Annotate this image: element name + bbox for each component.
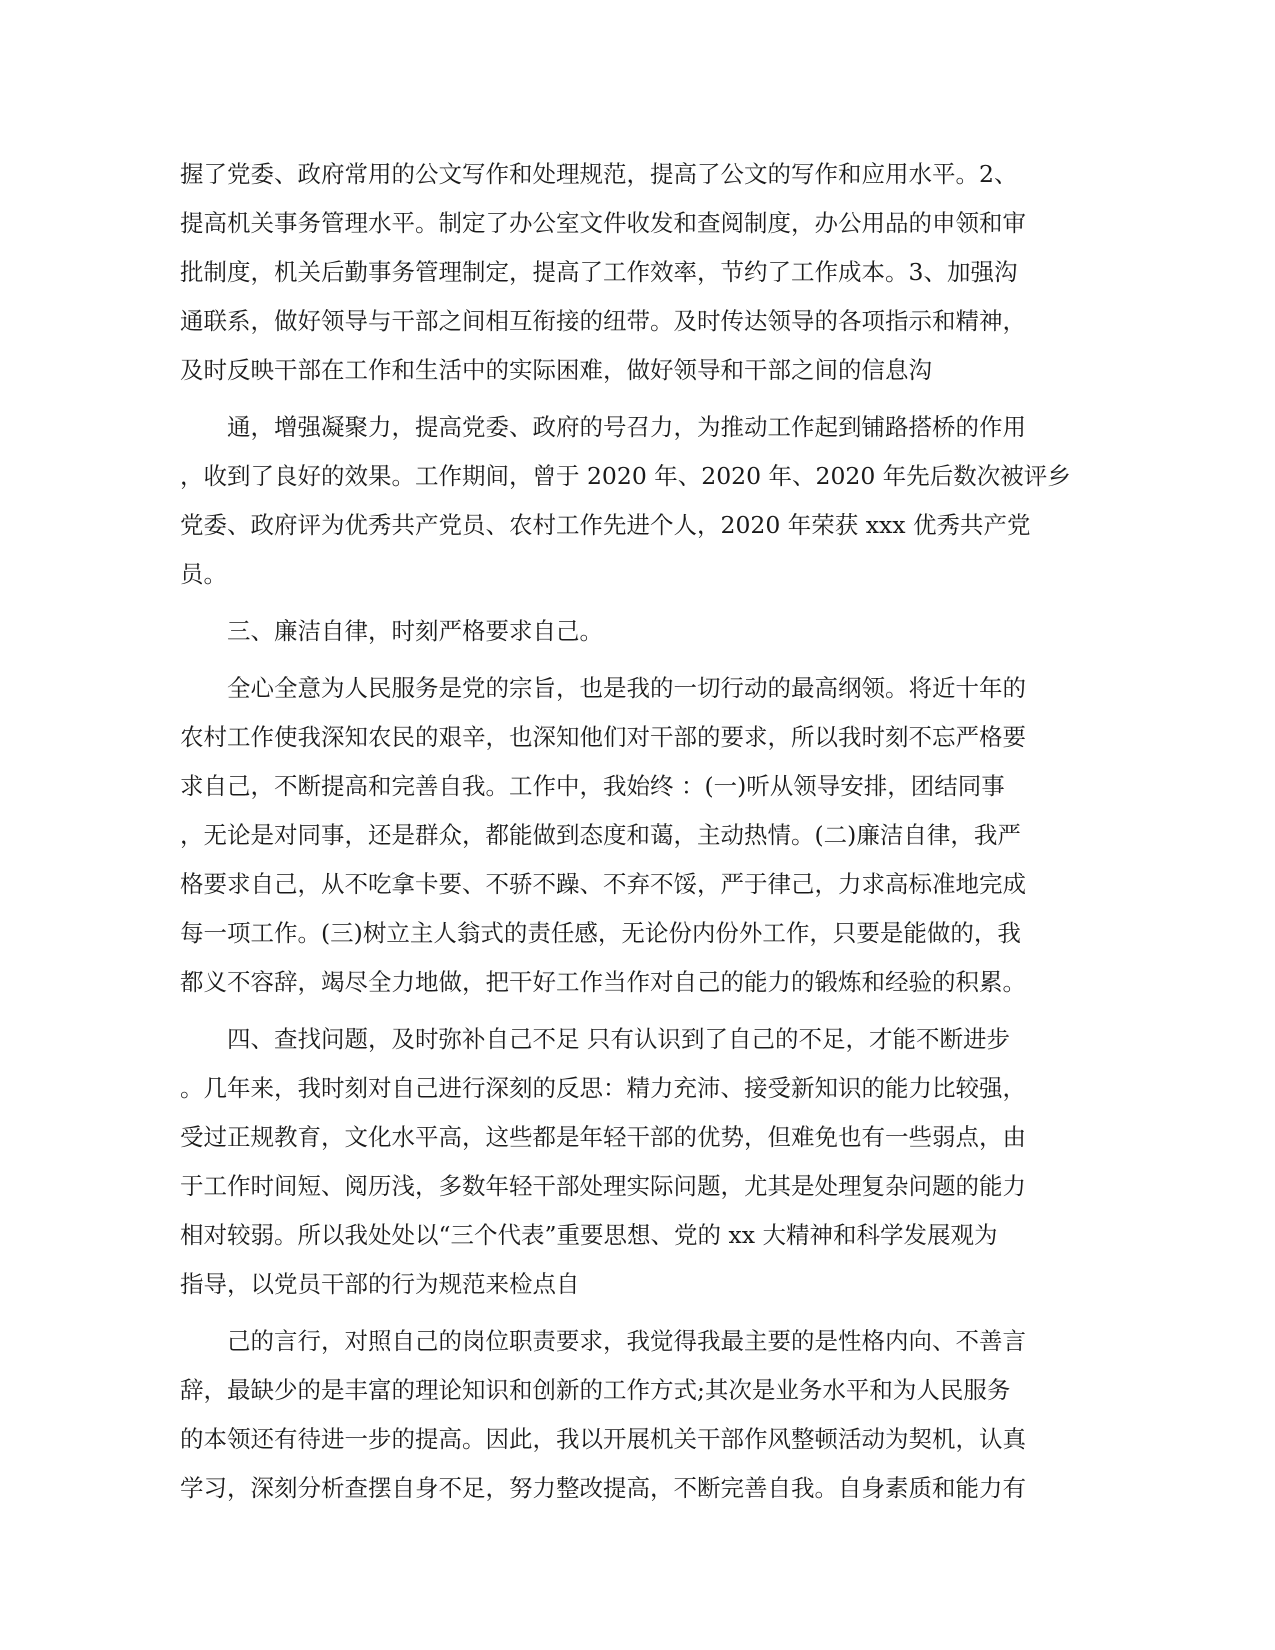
text-line: 于工作时间短、阅历浅，多数年轻干部处理实际问题，尤其是处理复杂问题的能力 bbox=[180, 1172, 1026, 1200]
text-line: 受过正规教育，文化水平高，这些都是年轻干部的优势，但难免也有一些弱点，由 bbox=[180, 1123, 1026, 1151]
text-line: 全心全意为人民服务是党的宗旨，也是我的一切行动的最高纲领。将近十年的 bbox=[227, 674, 1026, 702]
text-line: 农村工作使我深知农民的艰辛，也深知他们对干部的要求，所以我时刻不忘严格要 bbox=[180, 723, 1026, 751]
text-line: 通，增强凝聚力，提高党委、政府的号召力，为推动工作起到铺路搭桥的作用 bbox=[227, 413, 1026, 441]
paragraph-6 bbox=[180, 1317, 1080, 1513]
text-line: ，无论是对同事，还是群众，都能做到态度和蔼，主动热情。(二)廉洁自律，我严 bbox=[180, 821, 1021, 849]
paragraph-4 bbox=[180, 664, 1080, 1007]
document-page bbox=[180, 150, 1080, 1521]
text-line: 三、廉洁自律，时刻严格要求自己。 bbox=[227, 617, 603, 645]
paragraph-5 bbox=[180, 1015, 1080, 1309]
text-line: 握了党委、政府常用的公文写作和处理规范，提高了公文的写作和应用水平。2、 bbox=[180, 160, 1018, 188]
text-line: 己的言行，对照自己的岗位职责要求，我觉得我最主要的是性格内向、不善言 bbox=[227, 1327, 1026, 1355]
text-line: 格要求自己，从不吃拿卡要、不骄不躁、不弃不馁，严于律己，力求高标准地完成 bbox=[180, 870, 1026, 898]
text-line: 相对较弱。所以我处处以“三个代表”重要思想、党的 xx 大精神和科学发展观为 bbox=[180, 1221, 998, 1249]
text-line: 批制度，机关后勤事务管理制定，提高了工作效率，节约了工作成本。3、加强沟 bbox=[180, 258, 1018, 286]
text-line: 辞，最缺少的是丰富的理论知识和创新的工作方式;其次是业务水平和为人民服务 bbox=[180, 1376, 1011, 1404]
text-line: 提高机关事务管理水平。制定了办公室文件收发和查阅制度，办公用品的申领和审 bbox=[180, 209, 1026, 237]
text-line: 学习，深刻分析查摆自身不足，努力整改提高，不断完善自我。自身素质和能力有 bbox=[180, 1474, 1026, 1502]
text-line: 及时反映干部在工作和生活中的实际困难，做好领导和干部之间的信息沟 bbox=[180, 356, 932, 384]
text-line: 党委、政府评为优秀共产党员、农村工作先进个人，2020 年荣获 xxx 优秀共产党 bbox=[180, 511, 1031, 539]
text-line: 指导，以党员干部的行为规范来检点自 bbox=[180, 1270, 580, 1298]
text-line: 通联系，做好领导与干部之间相互衔接的纽带。及时传达领导的各项指示和精神， bbox=[180, 307, 1026, 335]
text-line: 四、查找问题，及时弥补自己不足 只有认识到了自己的不足，才能不断进步 bbox=[227, 1025, 1010, 1053]
text-line: 。几年来，我时刻对自己进行深刻的反思：精力充沛、接受新知识的能力比较强， bbox=[180, 1074, 1026, 1102]
text-line: 的本领还有待进一步的提高。因此，我以开展机关干部作风整顿活动为契机，认真 bbox=[180, 1425, 1026, 1453]
paragraph-2 bbox=[180, 403, 1080, 599]
text-line: ，收到了良好的效果。工作期间，曾于 2020 年、2020 年、2020 年先后数次被评乡 bbox=[180, 462, 1071, 490]
text-line: 都义不容辞，竭尽全力地做，把干好工作当作对自己的能力的锻炼和经验的积累。 bbox=[180, 968, 1026, 996]
text-line: 每一项工作。(三)树立主人翁式的责任感，无论份内份外工作，只要是能做的，我 bbox=[180, 919, 1021, 947]
section-heading-3 bbox=[180, 607, 1080, 656]
text-line: 员。 bbox=[180, 560, 227, 588]
paragraph-1 bbox=[180, 150, 1080, 395]
text-line: 求自己，不断提高和完善自我。工作中，我始终 ：(一)听从领导安排，团结同事 bbox=[180, 772, 1005, 800]
